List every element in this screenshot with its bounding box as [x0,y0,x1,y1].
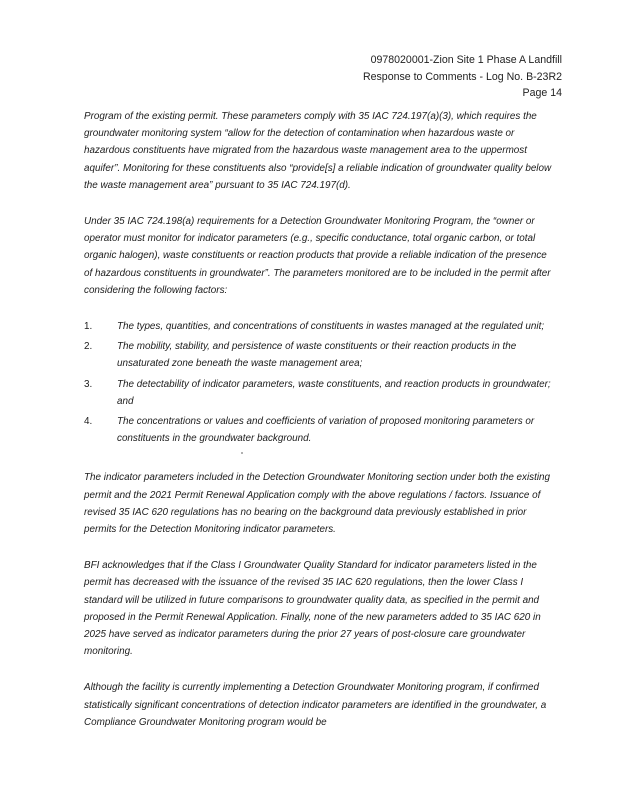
list-item-number: 1. [84,321,93,333]
list-item [84,413,554,447]
list-item [84,376,554,410]
list-item-text: The detectability of indicator parameters, waste constituents, and reaction products in groundwater; and [117,378,551,407]
list-item-text: The concentrations or values and coefficients of variation of proposed monitoring parameters or constituents in the groundwater background. [117,416,535,445]
page-header [363,52,562,102]
list-item-text: The types, quantities, and concentrations of constituents in wastes managed at the regulated unit; [117,321,545,333]
header-log-number: Response to Comments - Log No. B-23R2 [362,70,562,83]
list-item [84,338,554,372]
list-item-number: 4. [84,416,93,428]
list-item-text: The mobility, stability, and persistence of waste constituents or their reaction products in the unsaturated zone beneath the waste management area; [117,341,517,370]
list-item-number: 3. [84,378,93,390]
scan-speck [241,452,243,454]
header-site-title: 0978020001-Zion Site 1 Phase A Landfill [370,54,562,66]
paragraph-2: Under 35 IAC 724.198(a) requirements for a Detection Groundwater Monitoring Program, the “owner or operator must monitor for indicator parameters (e.g., specific conductance, total organic carbon, or total organic halogen), waste constituents or reaction products that provide a reliable indication of the presence of hazardous constituents in groundwater”. The parameters monitored are to be included in the permit after considering the following factors: [84,216,551,296]
paragraph-3: The indicator parameters included in the Detection Groundwater Monitoring section under both the existing permit and the 2021 Permit Renewal Application comply with the above regulations / factors. Issuance of revised 35 IAC 620 regulations has no bearing on the background data previously established in prior permits for the Detection Monitoring indicator parameters. [84,472,551,536]
header-page-number: Page 14 [522,87,562,99]
paragraph-5: Although the facility is currently implementing a Detection Groundwater Monitoring program, if confirmed statistically significant concentrations of detection indicator parameters are identified in the groundwater, a Compliance Groundwater Monitoring program would be [84,682,547,728]
paragraph-4: BFI acknowledges that if the Class I Groundwater Quality Standard for indicator parameters listed in the permit has decreased with the issuance of the revised 35 IAC 620 regulations, then the lower Class I standard will be utilized in future comparisons to groundwater quality data, as specified in the permit and proposed in the Permit Renewal Application. Finally, none of the new parameters added to 35 IAC 620 in 2025 have served as indicator parameters during the prior 27 years of post-closure care groundwater monitoring. [84,560,541,658]
document-body [84,108,554,731]
paragraph-1: Program of the existing permit. These parameters comply with 35 IAC 724.197(a)(3), which requires the groundwater monitoring system “allow for the detection of contamination when hazardous waste or hazardous constituents have migrated from the hazardous waste management area to the uppermost aquifer”. Monitoring for these constituents also “provide[s] a reliable indication of groundwater quality below the waste management area” pursuant to 35 IAC 724.197(d). [84,111,552,191]
factors-list [84,318,554,447]
list-item-number: 2. [84,341,93,353]
list-item [84,318,554,335]
